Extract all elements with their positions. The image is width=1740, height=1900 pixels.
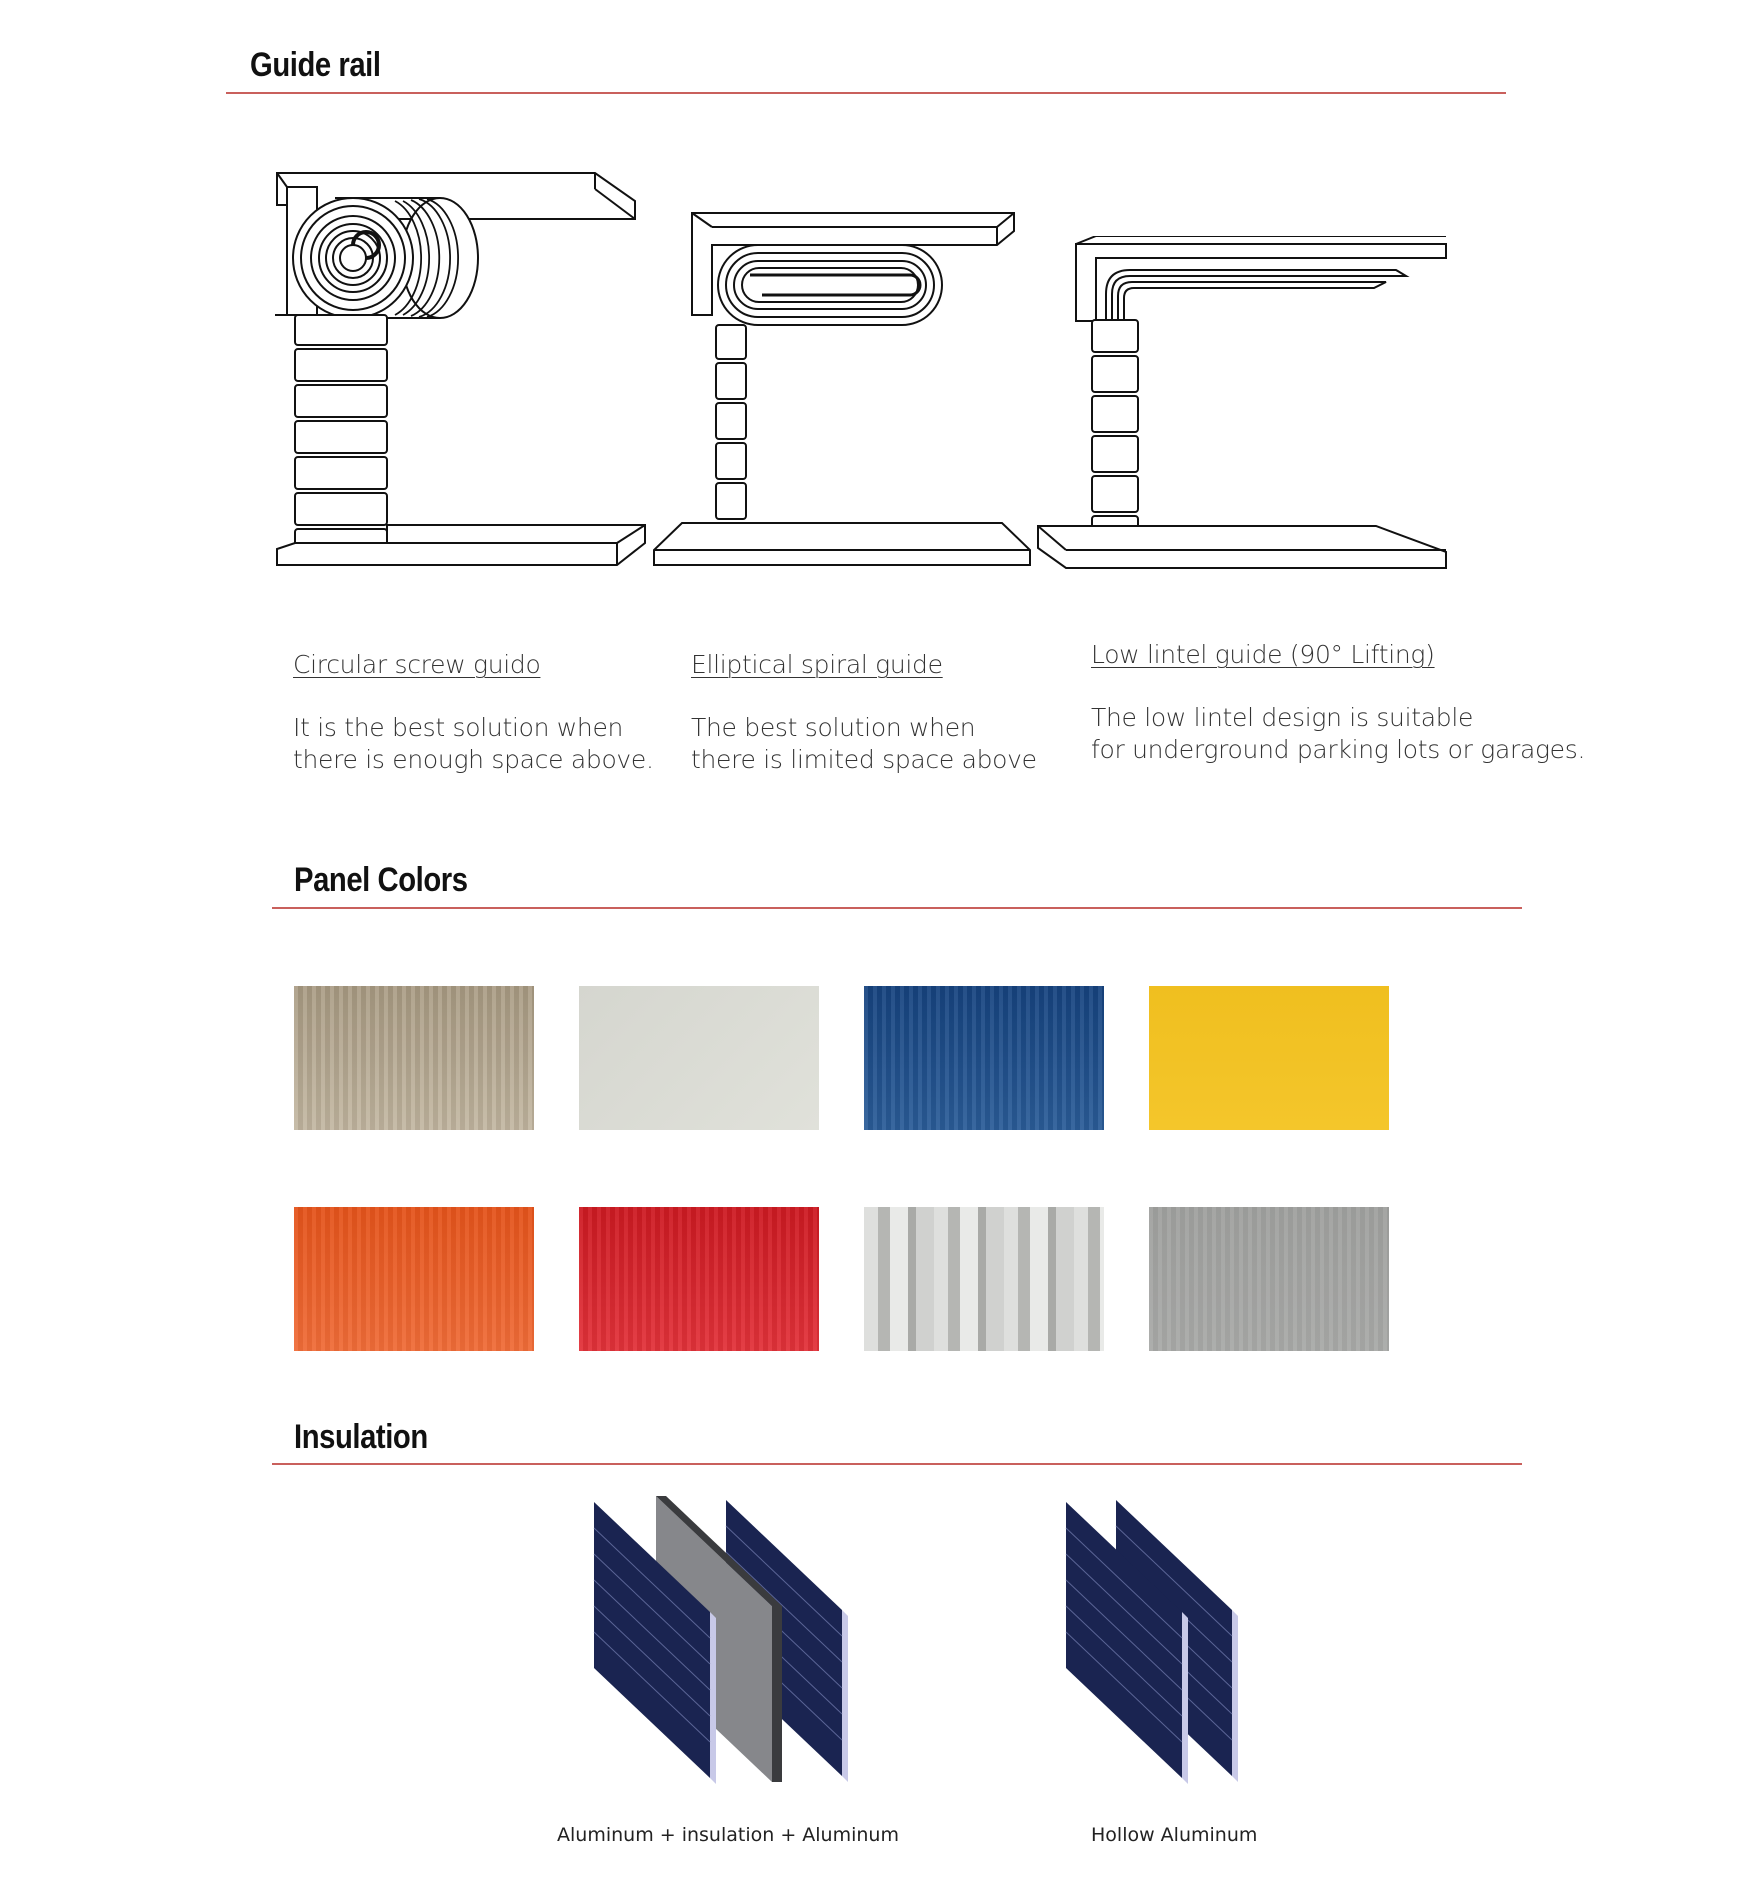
low-lintel-rail-title: Low lintel guide (90° Lifting): [1091, 640, 1435, 669]
circular-spiral-rail-illustration: [275, 165, 655, 575]
circular-rail-line-2: there is enough space above.: [293, 745, 654, 774]
section-divider: [272, 907, 1522, 909]
insulated-panel-illustration: [590, 1496, 850, 1786]
low-lintel-rail-line-2: for underground parking lots or garages.: [1091, 735, 1586, 764]
section-divider: [272, 1463, 1522, 1465]
circular-rail-line-1: It is the best solution when: [293, 713, 624, 742]
hollow-panel-illustration: [1062, 1496, 1242, 1786]
elliptical-rail-line-1: The best solution when: [691, 713, 976, 742]
swatch-champagne: [294, 986, 534, 1130]
low-lintel-rail-description: [1091, 702, 1585, 766]
swatch-blue: [864, 986, 1104, 1130]
circular-rail-title: Circular screw guido: [293, 650, 541, 679]
insulated-panel-label: Aluminum + insulation + Aluminum: [557, 1824, 899, 1846]
section-divider: [226, 92, 1506, 94]
low-lintel-rail-illustration: [1036, 236, 1448, 576]
section-title-insulation: Insulation: [294, 1418, 428, 1456]
hollow-panel-label: Hollow Aluminum: [1091, 1824, 1258, 1846]
swatch-red: [579, 1207, 819, 1351]
elliptical-rail-line-2: there is limited space above: [691, 745, 1037, 774]
circular-rail-description: [293, 712, 654, 776]
elliptical-rail-title: Elliptical spiral guide: [691, 650, 943, 679]
section-title-panel-colors: Panel Colors: [294, 861, 468, 899]
swatch-white: [579, 986, 819, 1130]
section-title-guide-rail: Guide rail: [250, 46, 381, 84]
elliptical-spiral-rail-illustration: [652, 205, 1038, 575]
swatch-brushed-silver: [864, 1207, 1104, 1351]
low-lintel-rail-line-1: The low lintel design is suitable: [1091, 703, 1474, 732]
swatch-orange: [294, 1207, 534, 1351]
swatch-grey: [1149, 1207, 1389, 1351]
swatch-yellow: [1149, 986, 1389, 1130]
elliptical-rail-description: [691, 712, 1037, 776]
